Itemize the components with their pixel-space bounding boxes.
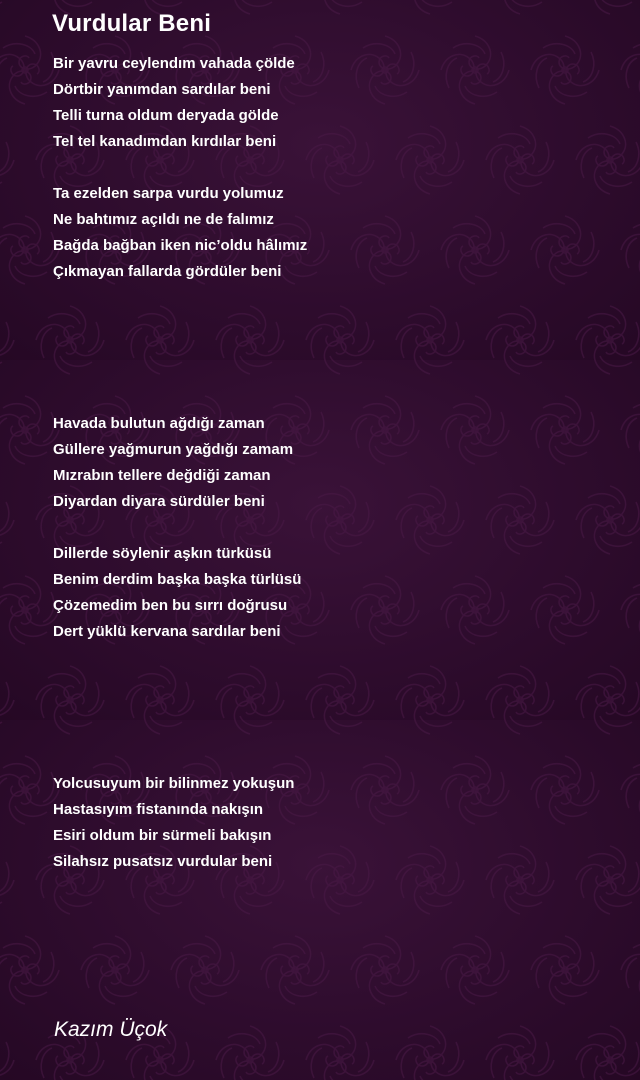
- poem-line: Dert yüklü kervana sardılar beni: [53, 623, 281, 640]
- stanza: [53, 181, 307, 285]
- poem-line: Dörtbir yanımdan sardılar beni: [53, 81, 271, 98]
- poem-author: Kazım Üçok: [54, 1018, 168, 1041]
- poem-line: Hastasıyım fistanında nakışın: [53, 801, 264, 818]
- poem-line: Yolcusuyum bir bilinmez yokuşun: [53, 775, 295, 792]
- poem-line: Ne bahtımız açıldı ne de falımız: [53, 211, 274, 228]
- poem-line: Güllere yağmurun yağdığı zamam: [53, 441, 294, 458]
- poem-line: Ta ezelden sarpa vurdu yolumuz: [53, 185, 284, 202]
- poem-line: Çıkmayan fallarda gördüler beni: [53, 263, 282, 280]
- poem-title: Vurdular Beni: [52, 10, 212, 37]
- poem-line: Diyardan diyara sürdüler beni: [53, 493, 265, 510]
- poem-line: Havada bulutun ağdığı zaman: [53, 415, 265, 432]
- poem-line: Çözemedim ben bu sırrı doğrusu: [53, 597, 288, 614]
- poem-line: Dillerde söylenir aşkın türküsü: [53, 545, 272, 562]
- stanza: [53, 411, 293, 515]
- stanza: [53, 771, 294, 875]
- poem-line: Silahsız pusatsız vurdular beni: [53, 853, 273, 870]
- poem-line: Telli turna oldum deryada gölde: [53, 107, 279, 124]
- stanza: [53, 51, 295, 155]
- poem-line: Bağda bağban iken nic’oldu hâlımız: [53, 237, 308, 254]
- poem-line: Benim derdim başka başka türlüsü: [53, 571, 302, 588]
- poem-line: Tel tel kanadımdan kırdılar beni: [53, 133, 277, 150]
- stanza: [53, 541, 301, 645]
- poem-line: Esiri oldum bir sürmeli bakışın: [53, 827, 272, 844]
- poem-line: Mızrabın tellere değdiği zaman: [53, 467, 271, 484]
- poem-line: Bir yavru ceylendım vahada çölde: [53, 55, 295, 72]
